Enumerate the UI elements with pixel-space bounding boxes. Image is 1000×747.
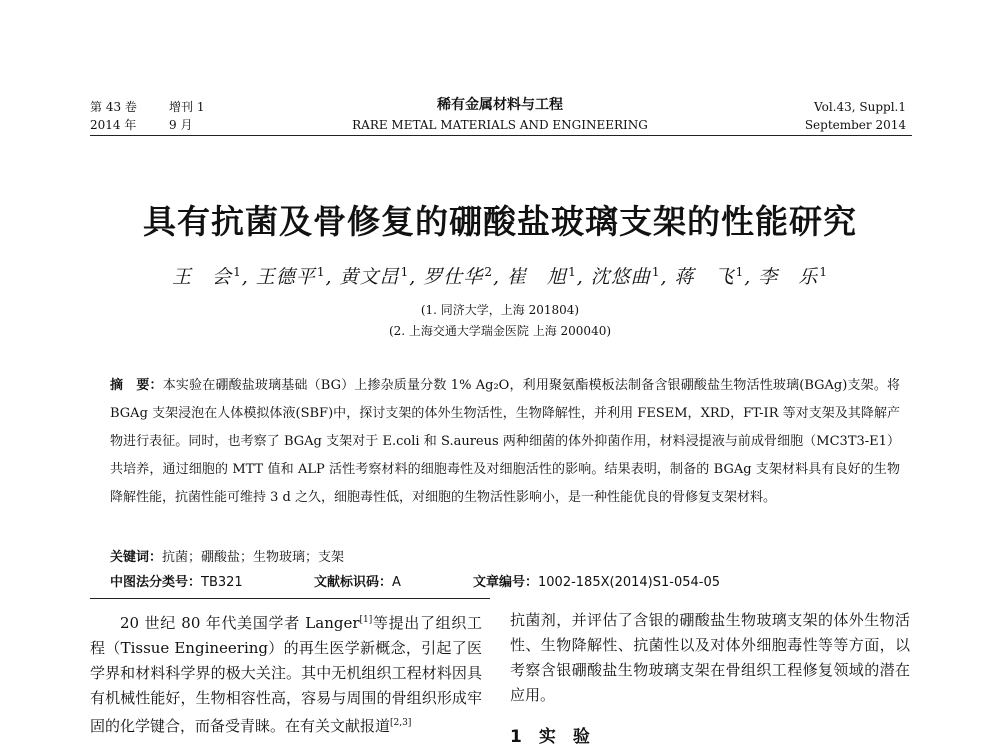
month-cn: 9 月 bbox=[169, 118, 193, 132]
clc-label: 中图法分类号： bbox=[110, 575, 202, 590]
author: 王德平$^1$ bbox=[255, 265, 326, 288]
body-right-column: 抗菌剂，并评估了含银的硼酸盐生物玻璃支架的体外生物活性、生物降解性、抗菌性以及对体外细胞毒性等等方面，以考察含银硼酸盐生物玻璃支架在骨组织工程修复领域的潜在应用。 bbox=[510, 611, 910, 704]
year-cn: 2014 年 bbox=[90, 118, 137, 132]
document-code-label: 文献标识码： bbox=[314, 575, 393, 590]
header-rule bbox=[90, 135, 912, 136]
body-left-column: 20 世纪 80 年代美国学者 Langer[1]等提出了组织工程（Tissue Engineering）的再生医学新概念，引起了医学界和材料科学界的极大关注。其中无机组织工程材料因具有机械性能好，生物相容性高，容易与周围的骨组织形成牢固的化学键合，而备受青睐。在有关文献报道[2,3] bbox=[90, 614, 482, 735]
author: 王 会$^1$ bbox=[172, 265, 242, 288]
abstract-text: 本实验在硼酸盐玻璃基础（BG）上掺杂质量分数 1% Ag₂O，利用聚氨酯模板法制备含银硼酸盐生物活性玻璃(BGAg)支架。将 BGAg 支架浸泡在人体模拟体液(SBF)中，探讨支架的体外生物活性，生物降解性，并利用 FESEM，XRD，FT-IR 等对支架及其降解产物进行表征。同时，也考察了 BGAg 支架对于 E.coli 和 S.aureus 两种细菌的体外抑菌作用，材料浸提液与前成骨细胞（MC3T3-E1）共培养，通过细胞的 MTT 值和 ALP 活性考察材料的细胞毒性及对细胞活性的影响。结果表明，制备的 BGAg 支架材料具有良好的生物降解性能，抗菌性能可维持 3 d 之久，细胞毒性低，对细胞的生物活性影响小，是一种性能优良的骨修复支架材料。 bbox=[110, 378, 900, 505]
article-number-label: 文章编号： bbox=[473, 575, 539, 590]
affiliation-1: (1. 同济大学，上海 201804) bbox=[420, 303, 580, 317]
author-list: 王 会$^1$, 王德平$^1$, 黄文旵$^1$, 罗仕华$^2$, 崔 旭$^1$, 沈悠曲$^1$, 蒋 飞$^1$, 李 乐$^1$ bbox=[172, 265, 828, 288]
keywords-label: 关键词： bbox=[110, 550, 163, 565]
citation: [1] bbox=[359, 615, 373, 625]
article-number-value: 1002-185X(2014)S1-054-05 bbox=[538, 575, 720, 590]
keywords-text: 抗菌；硼酸盐；生物玻璃；支架 bbox=[162, 550, 345, 565]
keywords bbox=[110, 546, 344, 565]
document-code-value: A bbox=[392, 575, 401, 590]
affiliation-2: (2. 上海交通大学瑞金医院 上海 200040) bbox=[388, 324, 612, 338]
abstract bbox=[110, 372, 900, 512]
author: 罗仕华$^2$ bbox=[423, 265, 493, 288]
issue-cn: 增刊 1 bbox=[169, 100, 205, 114]
document-code bbox=[314, 571, 401, 590]
clc-value: TB321 bbox=[201, 575, 243, 590]
volume-en: Vol.43, Suppl.1 bbox=[814, 100, 906, 114]
author: 黄文旵$^1$ bbox=[339, 265, 410, 288]
author: 沈悠曲$^1$ bbox=[590, 265, 661, 288]
volume-cn: 第 43 卷 bbox=[90, 100, 137, 114]
author: 李 乐$^1$ bbox=[758, 265, 828, 288]
section-heading: 1 实 验 bbox=[510, 727, 590, 747]
article-number bbox=[473, 571, 720, 590]
paper-title: 具有抗菌及骨修复的硼酸盐玻璃支架的性能研究 bbox=[143, 202, 857, 241]
journal-name-en: RARE METAL MATERIALS AND ENGINEERING bbox=[352, 118, 648, 132]
author: 崔 旭$^1$ bbox=[507, 265, 577, 288]
citation: [2,3] bbox=[390, 718, 412, 728]
author: 蒋 飞$^1$ bbox=[674, 265, 745, 288]
date-en: September 2014 bbox=[804, 118, 906, 132]
journal-name-cn: 稀有金属材料与工程 bbox=[437, 97, 563, 113]
clc-code bbox=[110, 571, 243, 590]
abstract-rule bbox=[90, 598, 490, 599]
abstract-label: 摘 要： bbox=[110, 378, 163, 393]
